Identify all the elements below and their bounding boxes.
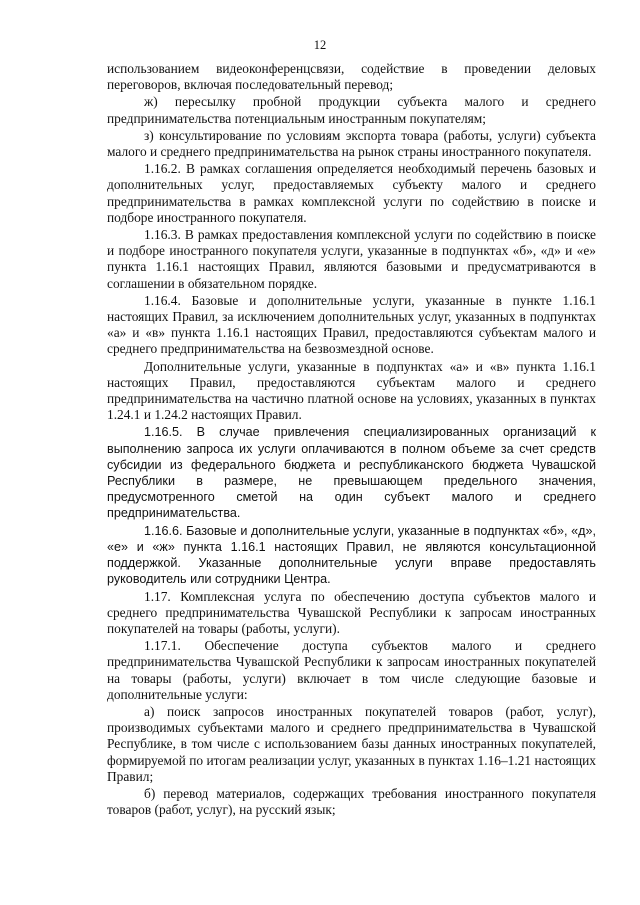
paragraph-item-zh: ж) пересылку пробной продукции субъекта малого и среднего предпринимательства потенциальным иностранным покупателям; xyxy=(107,94,596,126)
paragraph-item-z: з) консультирование по условиям экспорта товара (работы, услуги) субъекта малого и среднего предпринимательства на рынок страны иностранного покупателя. xyxy=(107,127,596,160)
paragraph-additional-services: Дополнительные услуги, указанные в подпунктах «а» и «в» пункта 1.16.1 настоящих Правил, предоставляются субъектам малого и среднего предпринимательства на частично платной основе на условиях, указанных в пунктах 1.24.1 и 1.24.2 настоящих Правил. xyxy=(107,358,596,423)
paragraph-1-17-1: 1.17.1. Обеспечение доступа субъектов малого и среднего предпринимательства Чувашской Республики к запросам иностранных покупателей на товары (работы, услуги) включает в том числе следующие базовые и дополнительные услуги: xyxy=(107,638,596,702)
paragraph-1-16-4: 1.16.4. Базовые и дополнительные услуги, указанные в пункте 1.16.1 настоящих Правил, за исключением дополнительных услуг, указанных в подпунктах «а» и «в» пункта 1.16.1 настоящих Правил, предоставляются субъектам малого и среднего предпринимательства на безвозмездной основе. xyxy=(107,292,596,357)
paragraph-1-16-6: 1.16.6. Базовые и дополнительные услуги, указанные в подпунктах «б», «д», «е» и «ж» пункта 1.16.1 настоящих Правил, не являются консультационной поддержкой. Указанные дополнительные услуги вправе предоставлять руководитель или сотрудники Центра. xyxy=(107,523,596,587)
page-number: 12 xyxy=(313,38,327,52)
paragraph-item-a: а) поиск запросов иностранных покупателей товаров (работ, услуг), производимых субъектами малого и среднего предпринимательства в Чувашской Республике, в том числе с использованием базы данных иностранных покупателей, формируемой по итогам реализации услуг, указанных в пунктах 1.16–1.21 настоящих Правил; xyxy=(107,703,596,784)
paragraph-continuation: использованием видеоконференцсвязи, содействие в проведении деловых переговоров, включая последовательный перевод; xyxy=(107,61,596,93)
paragraph-1-16-3: 1.16.3. В рамках предоставления комплексной услуги по содействию в поиске и подборе иностранного покупателя услуги, указанные в подпунктах «б», «д» и «е» пункта 1.16.1 настоящих Правил, являются базовыми и предусматриваются в соглашении в обязательном порядке. xyxy=(107,227,596,291)
document-body xyxy=(107,61,596,819)
paragraph-1-17: 1.17. Комплексная услуга по обеспечению доступа субъектов малого и среднего предпринимательства Чувашской Республики к запросам иностранных покупателей на товары (работы, услуги). xyxy=(107,588,596,636)
paragraph-1-16-2: 1.16.2. В рамках соглашения определяется необходимый перечень базовых и дополнительных услуг, предоставляемых субъекту малого и среднего предпринимательства в рамках комплексной услуги по содействию в поиске и подборе иностранного покупателя. xyxy=(107,161,596,225)
paragraph-1-16-5: 1.16.5. В случае привлечения специализированных организаций к выполнению запроса их услуги оплачиваются в полном объеме за счет средств субсидии из федерального бюджета и республиканского бюджета Чувашской Республики в размере, не превышающем предельного значения, предусмотренного сметой на один субъект малого и среднего предпринимательства. xyxy=(107,425,596,521)
paragraph-item-b: б) перевод материалов, содержащих требования иностранного покупателя товаров (работ, услуг), на русский язык; xyxy=(107,785,596,818)
